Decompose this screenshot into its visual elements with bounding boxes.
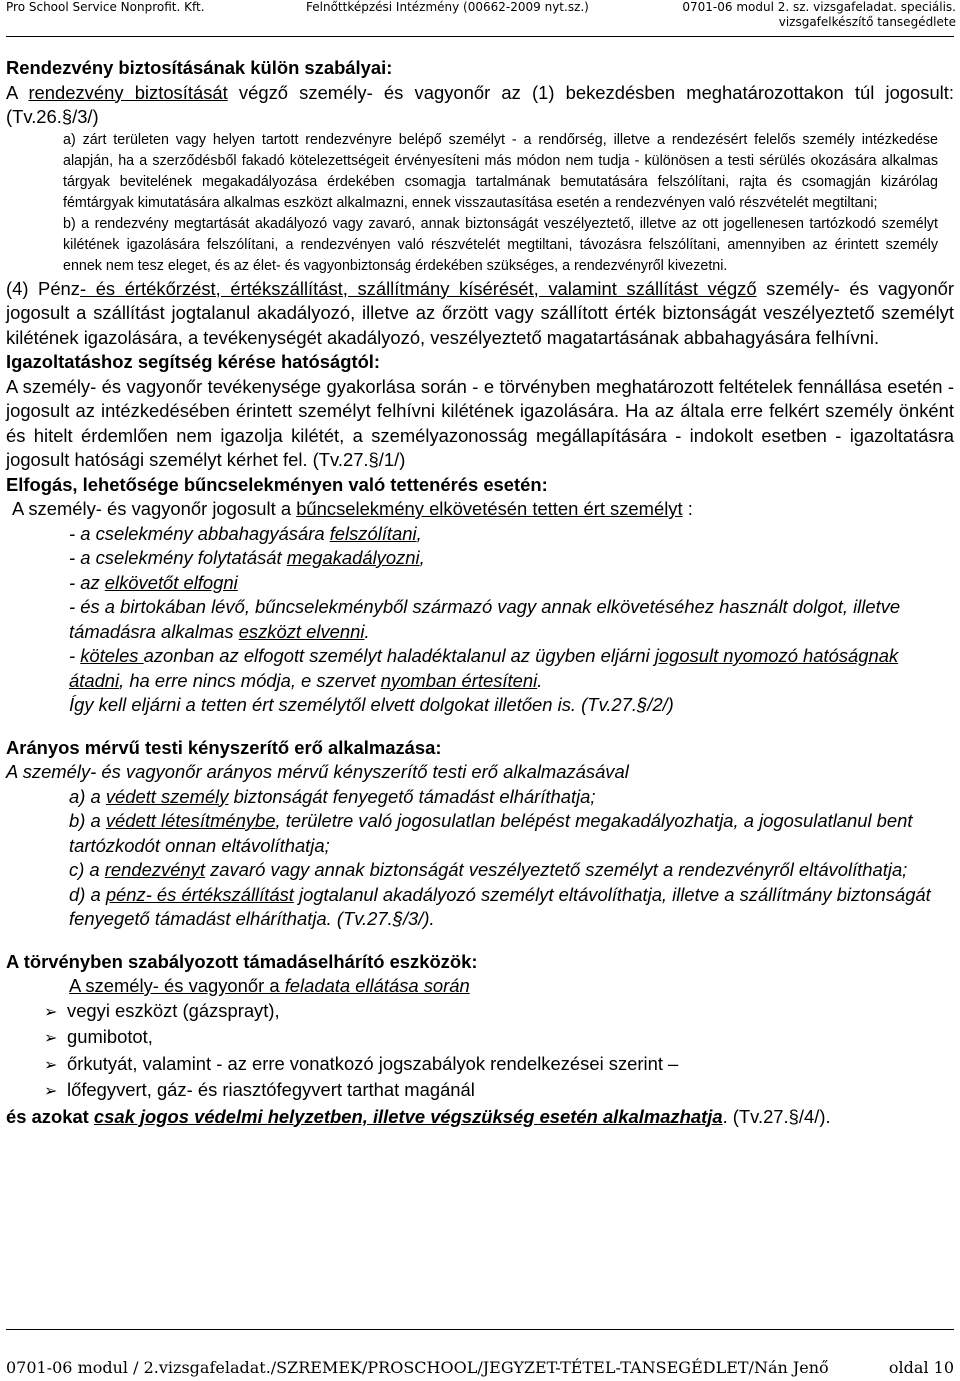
text-fragment: c) a [69,859,105,880]
page-header [6,0,954,36]
force-intro: A személy- és vagyonőr arányos mérvű kényszerítő testi erő alkalmazásával [6,761,629,782]
text-fragment: , [419,547,425,568]
underlined-term: jogosult nyomozó hatóságnak átadni [69,645,899,691]
text-fragment: , területre való jogosulatlan belépést megakadályozhatja, a jogosulatlanul bent tartózkodót onnan eltávolíthatja; [69,810,913,856]
footer-divider [6,1329,954,1330]
underlined-term: A személy- és vagyonőr a [69,975,285,996]
text-fragment: és azokat [6,1105,94,1127]
header-institution: Felnőttképzési Intézmény (00662-2009 nyt.sz.) [306,0,589,14]
text-fragment: - a cselekmény folytatását [69,547,287,568]
paragraph-event-intro [6,81,954,130]
list-item [6,1052,954,1079]
text-fragment: , [416,522,422,544]
header-module: 0701-06 modul 2. sz. vizsgafeladat. speciális. [682,0,956,14]
section-title-force: Arányos mérvű testi kényszerítő erő alkalmazása: [6,736,442,758]
list-item [6,546,954,571]
list-item [6,571,954,596]
header-company: Pro School Service Nonprofit. Kft. [6,0,205,14]
text-fragment: jogtalanul akadályozó személyt eltávolíthatja, illetve a szállítmány biztonságát fenyegető támadást elháríthatja. (Tv.27.§/3/). [69,883,931,929]
text-fragment: zavaró vagy annak biztonságát veszélyeztető személyt a rendezvényről eltávolíthatja; [204,859,908,880]
text-fragment: biztonságát fenyegető támadást elháríthatja; [228,785,596,807]
section-title-event-security: Rendezvény biztosításának külön szabályai: [6,57,393,78]
underlined-term: védett személy [105,785,229,807]
underlined-term: pénz- és értékszállítást [105,883,294,905]
text-fragment: , ha erre nincs módja, e szervet [119,669,381,691]
text-fragment: - [69,645,81,666]
text-fragment: - az [69,571,105,593]
text-fragment: végző személy- és vagyonőr az (1) bekezdésben meghatározottakon túl jogosult: (Tv.26.§/3/) [6,81,954,127]
paragraph-point-a: a) zárt területen vagy helyen tartott rendezvényre belépő személyt - a rendőrség, illetve a rendezésért felelős személy intézkedése alapján, ha a szerződésből fakadó kötelezettségeit érvényesíteni más módon nem tudja - különösen a testi sérülés okozására alkalmas tárgyak bevitelének megakadályozása érdekében csomagja tartalmának bemutatására felszólítani, rajta és csomagján kizárólag fémtárgyak kimutatására alkalmas eszközt alkalmazni, ennek visszautasítása esetén a rendezvényen való részvételét megtiltani; [63,131,938,211]
paragraph-4 [6,277,954,351]
underlined-term: védett létesítménybe [105,810,276,831]
text-fragment: - és a birtokában lévő, bűncselekményből származó vagy annak elkövetéséhez használt dolgot, illetve támadásra alkalmas [69,596,901,642]
underlined-term: rendezvényt [104,859,205,880]
section-title-apprehension: Elfogás, lehetősége bűncselekményen való tettenérés esetén: [6,473,548,495]
list-item [6,1025,954,1052]
bullet-text: gumibotot, [67,1026,153,1047]
arrow-bullet-icon: ➢ [44,1030,58,1047]
underlined-term: elkövetőt elfogni [104,571,238,593]
list-item [6,809,954,858]
text-fragment: . [364,620,370,642]
section-title-identification: Igazoltatáshoz segítség kérése hatóságtól: [6,351,381,372]
tools-closing [6,1105,954,1130]
list-item: Így kell eljárni a tetten ért személytől elvett dolgokat illetően is. (Tv.27.§/2/) [69,694,674,715]
underlined-term: köteles [80,645,144,666]
footer-path: 0701-06 modul / 2.vizsgafeladat./SZREMEK/PROSCHOOL/JEGYZET-TÉTEL-TANSEGÉDLET/Nán Jenő [6,1358,829,1377]
paragraph-identification: A személy- és vagyonőr tevékenysége gyakorlása során - e törvényben meghatározott feltételek fennállása esetén - jogosult az intézkedésében érintett személyt felhívni kilétének igazolására. Ha az általa erre felkért személy önként és hitelt érdemlően nem igazolja kilétét, a személyazonosság megállapítására - indokolt esetben - igazoltatásra jogosult hatósági személyt kérhet fel. (Tv.27.§/1/) [6,375,954,470]
header-subtitle: vizsgafelkészítő tansegédlete [778,15,956,29]
bullet-text: vegyi eszközt (gázsprayt), [67,999,280,1021]
apprehension-intro [6,497,954,522]
header-divider [6,36,954,37]
arrow-bullet-icon: ➢ [44,1003,58,1021]
arrow-bullet-icon: ➢ [44,1056,58,1074]
page-number: oldal 10 [888,1358,954,1377]
text-fragment: azonban az elfogott személyt haladéktalanul az ügyben eljárni [143,645,655,666]
section-title-tools: A törvényben szabályozott támadáselhárító eszközök: [6,950,478,972]
underlined-term: megakadályozni [286,547,420,568]
underlined-term: nyomban értesíteni [380,669,538,691]
list-item [6,595,954,644]
text-fragment: d) a [69,883,106,905]
underlined-term: eszközt elvenni [238,620,365,642]
text-fragment: . (Tv.27.§/4/). [722,1105,831,1127]
arrow-bullet-icon: ➢ [44,1083,58,1100]
underlined-term: csak jogos védelmi helyzetben, illetve végszükség esetén alkalmazhatja [93,1105,723,1127]
spacer [6,718,954,736]
text-fragment: A személy- és vagyonőr jogosult a [12,498,297,519]
text-fragment: b) a [69,810,106,831]
list-item [6,999,954,1026]
text-fragment: a) a [69,785,106,807]
list-item [6,858,954,883]
underlined-term: rendezvény biztosítását [28,81,228,103]
text-fragment: - a cselekmény abbahagyására [69,522,330,544]
text-fragment: A [6,81,29,103]
list-item [6,785,954,810]
text-fragment: személy- és vagyonőr jogosult a szállítást jogtalanul akadályozó, illetve az őrzött vagy szállított érték biztonságát veszélyeztető személyt kilétének igazolására, a tevékenységét akadályozó, veszélyeztető magatartásának abbahagyására felhívni. [6,277,954,348]
list-item [6,644,954,693]
underlined-term: felszólítani [329,522,417,544]
document-body [6,56,954,1129]
underlined-term: - és értékőrzést, értékszállítást, szállítmány kísérését, valamint szállítást végző [79,277,757,299]
bullet-text: lőfegyvert, gáz- és riasztófegyvert tarthat magánál [67,1079,475,1100]
text-fragment: (4) Pénz [6,277,80,299]
text-fragment: . [537,669,543,691]
paragraph-point-b: b) a rendezvény megtartását akadályozó vagy zavaró, annak biztonságát veszélyeztető, illetve az ott jogellenesen tartózkodó személyt kilétének igazolására felszólítani, a rendezvényen való részvételét megtiltani, távozásra felszólítani, amennyiben az érintett személy ennek nem tesz eleget, és az élet- és vagyonbiztonság érdekében szükséges, a rendezvényről kivezetni. [63,215,938,274]
bullet-text: őrkutyát, valamint - az erre vonatkozó jogszabályok rendelkezései szerint – [67,1052,679,1074]
list-item [6,883,954,932]
list-item [6,522,954,547]
text-fragment: : [682,498,693,519]
list-item [6,1078,954,1105]
tools-intro [6,974,954,999]
spacer [6,932,954,950]
underlined-term: feladata ellátása során [284,975,470,996]
underlined-term: bűncselekmény elkövetésén tetten ért személyt [296,498,683,519]
